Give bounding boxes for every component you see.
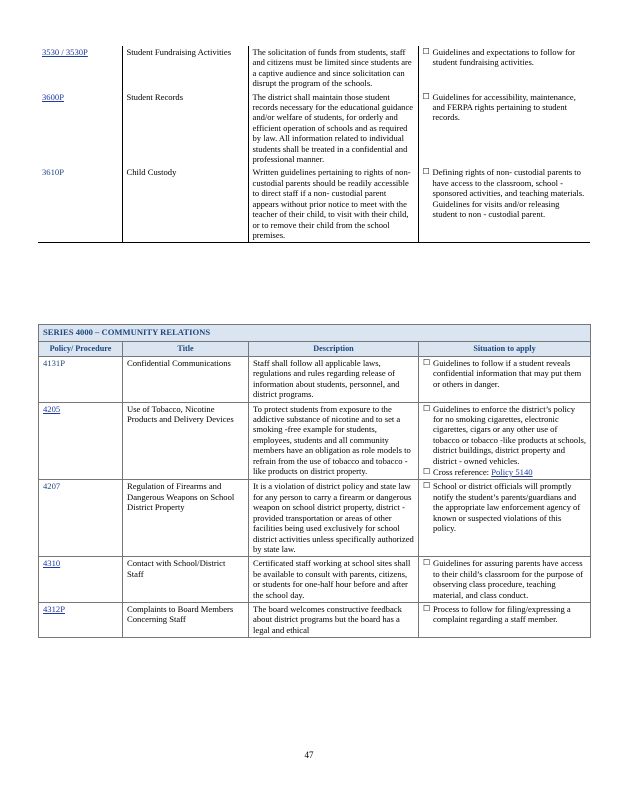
- checkbox-bullet-icon: ☐: [423, 558, 431, 568]
- title-cell: Student Records: [122, 91, 248, 167]
- policy-cell[interactable]: [38, 91, 122, 167]
- table-row: [39, 557, 591, 603]
- policy-table-continued: [38, 46, 590, 243]
- description-cell: The solicitation of funds from students, staff and citizens must be limited since students are a captive audience and since solicitation can disrupt the program of the schools.: [248, 46, 418, 91]
- checkbox-bullet-icon: ☐: [423, 403, 431, 413]
- header-situation: Situation to apply: [419, 342, 591, 357]
- policy-cell: 4207: [39, 480, 123, 557]
- checkbox-bullet-icon: ☐: [423, 481, 431, 491]
- policy-cell: 4131P: [39, 357, 123, 403]
- table-row: [39, 357, 591, 403]
- situation-cell: ☐ Guidelines for accessibility, maintenance, and FERPA rights pertaining to student records.: [418, 91, 590, 167]
- table-row: [38, 91, 590, 167]
- situation-cell: ☐ School or district officials will promptly notify the student’s parents/guardians and the appropriate law enforcement agency of known or suspected violations of this policy.: [419, 480, 591, 557]
- series-4000-table: [38, 324, 591, 638]
- description-cell: The board welcomes constructive feedback about district programs but the board has a legal and ethical: [249, 602, 419, 637]
- policy-link[interactable]: 3600P: [42, 91, 64, 102]
- header-title: Title: [123, 342, 249, 357]
- description-cell: Written guidelines pertaining to rights of non- custodial parents should be readily accessible to direct staff if a non- custodial parent appears without prior notice to meet with the teacher of their child, to visit with their child, or to remove their child from the school premises.: [248, 166, 418, 242]
- column-header-row: [39, 342, 591, 357]
- policy-cell[interactable]: [39, 402, 123, 480]
- checkbox-bullet-icon: ☐: [422, 47, 430, 56]
- situation-cell: ☐ Guidelines and expectations to follow for student fundraising activities.: [418, 46, 590, 91]
- series-title: SERIES 4000 – COMMUNITY RELATIONS: [39, 325, 591, 342]
- title-cell: Confidential Communications: [123, 357, 249, 403]
- checkbox-bullet-icon: ☐: [423, 358, 431, 367]
- situation-cell: ☐ Guidelines to enforce the district’s policy for no smoking cigarettes, electronic cigarettes, cigars or any other use of tobacco or tobacco -like products at schools, district buildings, district property and district - owned vehicles. ☐ Cross reference: Policy 5140: [419, 402, 591, 480]
- title-cell: Use of Tobacco, Nicotine Products and Delivery Devices: [123, 402, 249, 480]
- cross-reference-link[interactable]: Policy 5140: [491, 467, 533, 478]
- situation-cell: ☐ Process to follow for filing/expressing a complaint regarding a staff member.: [419, 602, 591, 637]
- situation-cell: ☐ Guidelines for assuring parents have access to their child’s classroom for the purpose of observing class procedure, teaching material, and class conduct.: [419, 557, 591, 603]
- policy-link[interactable]: 4312P: [43, 603, 65, 614]
- policy-link[interactable]: 4205: [43, 403, 61, 414]
- policy-cell: 3610P: [38, 166, 122, 242]
- description-cell: It is a violation of district policy and state law for any person to carry a firearm or dangerous weapon on school district property, district - provided transportation or areas of other facilities being used exclusively for school district activities unless specifically authorized by state law.: [249, 480, 419, 557]
- cross-reference-label: Cross reference:: [433, 467, 490, 478]
- situation-cell: ☐ Guidelines to follow if a student reveals confidential information that may put them or others in danger.: [419, 357, 591, 403]
- situation-cell: ☐ Defining rights of non- custodial parents to have access to the classroom, school -sponsored activities, and teaching materials. Guidelines for visits and/or releasing student to non - custodial parent.: [418, 166, 590, 242]
- header-policy: Policy/ Procedure: [39, 342, 123, 357]
- title-cell: Regulation of Firearms and Dangerous Weapons on School District Property: [123, 480, 249, 557]
- checkbox-bullet-icon: ☐: [422, 91, 430, 101]
- description-cell: Staff shall follow all applicable laws, regulations and rules regarding release of information about students, personnel, and district programs.: [249, 357, 419, 403]
- table-row: [38, 166, 590, 242]
- description-cell: The district shall maintain those student records necessary for the educational guidance and/or welfare of students, for orderly and efficient operation of schools and as required by law. All information related to individual students shall be treated in a confidential and professional manner.: [248, 91, 418, 167]
- series-header-row: [39, 325, 591, 342]
- table-row: [38, 46, 590, 91]
- table-row: [39, 480, 591, 557]
- title-cell: Child Custody: [122, 166, 248, 242]
- title-cell: Complaints to Board Members Concerning Staff: [123, 602, 249, 637]
- policy-cell[interactable]: [39, 557, 123, 603]
- description-cell: Certificated staff working at school sites shall be available to consult with parents, citizens, or students for one-half hour before and after the school day.: [249, 557, 419, 603]
- page-number: 47: [304, 750, 314, 760]
- checkbox-bullet-icon: ☐: [423, 603, 431, 613]
- table-row: [39, 402, 591, 480]
- title-cell: Student Fundraising Activities: [122, 46, 248, 91]
- checkbox-bullet-icon: ☐: [422, 167, 430, 177]
- policy-link[interactable]: 4310: [43, 558, 61, 569]
- description-cell: To protect students from exposure to the addictive substance of nicotine and to set a smoking -free example for students, employees, students and all community members have an obligation as role models to refrain from the use of tobacco and tobacco -like products on district property.: [249, 402, 419, 480]
- policy-link[interactable]: 3530 / 3530P: [42, 47, 88, 57]
- title-cell: Contact with School/District Staff: [123, 557, 249, 603]
- checkbox-bullet-icon: ☐: [423, 467, 431, 477]
- policy-cell[interactable]: [39, 602, 123, 637]
- table-row: [39, 602, 591, 637]
- policy-cell[interactable]: [38, 46, 122, 91]
- header-description: Description: [249, 342, 419, 357]
